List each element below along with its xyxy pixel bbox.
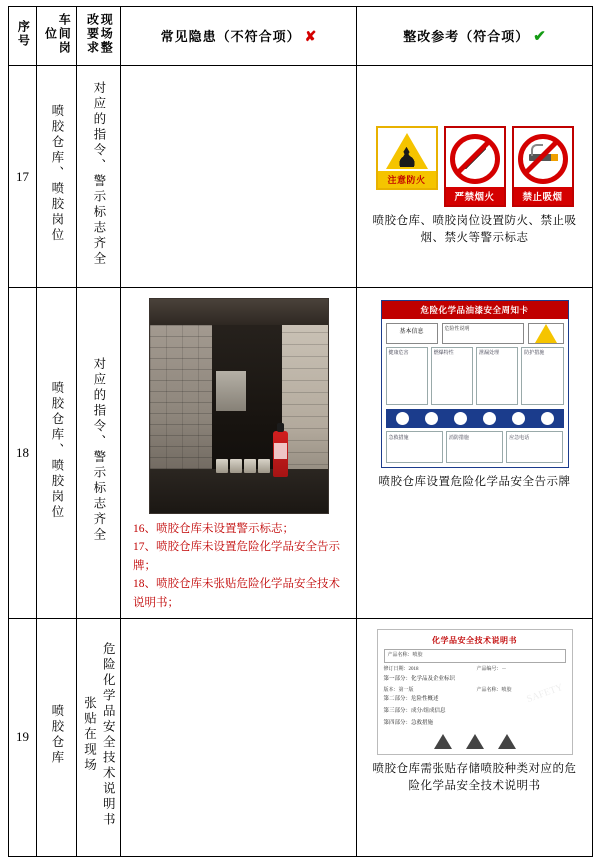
row-reference-cell	[357, 618, 593, 856]
row-reference-cell	[357, 288, 593, 619]
msds-pictograms	[384, 734, 566, 749]
watermark: SAFETY	[524, 681, 565, 706]
inspection-table	[8, 6, 593, 857]
row-problem-cell	[121, 618, 357, 856]
ppe-icon	[483, 412, 496, 425]
problem-note-item: 16、喷胶仓库未设置警示标志；	[133, 523, 294, 535]
hazard-column: 防护措施	[521, 347, 563, 405]
msds-meta-1: 修订日期：2018	[383, 667, 419, 673]
hazard-column: 健康危害	[386, 347, 428, 405]
sign-no-smoking: 禁止吸烟	[512, 126, 574, 207]
table-header-row	[9, 7, 593, 66]
row-requirement: 对应的指令、警示标志齐全	[77, 66, 121, 288]
ppe-icon-strip	[386, 409, 564, 428]
row-index: 18	[9, 288, 37, 619]
reference-caption: 喷胶仓库需张贴存储喷胶种类对应的危险化学品安全技术说明书	[372, 763, 577, 793]
hazard-notice-card	[381, 300, 569, 468]
msds-section: 第一部分：化学品及企业标识	[383, 675, 456, 682]
hazard-footer-box: 消防措施	[446, 431, 503, 463]
header-problem: 常见隐患（不符合项） ✘	[121, 7, 357, 66]
header-workshop: 车间岗位	[37, 7, 77, 66]
msds-section-body: 版本：第一版	[383, 687, 414, 693]
ppe-icon	[425, 412, 438, 425]
row-workshop: 喷胶仓库、喷胶岗位	[37, 288, 77, 619]
table-row	[9, 288, 593, 619]
hazard-name-box: 基本信息	[386, 323, 438, 344]
row-problem-cell	[121, 66, 357, 288]
msds-meta-0: 产品名称：喷胶	[384, 649, 566, 664]
problem-note-item: 17、喷胶仓库未设置危险化学品安全告示牌；	[133, 541, 340, 572]
problem-note-item: 18、喷胶仓库未张贴危险化学品安全技术说明书；	[133, 578, 340, 609]
hazard-footer-box: 应急电话	[506, 431, 563, 463]
table-row	[9, 618, 593, 856]
row-workshop: 喷胶仓库	[37, 618, 77, 856]
row-workshop: 喷胶仓库、喷胶岗位	[37, 66, 77, 288]
header-reference: 整改参考（符合项） ✔	[357, 7, 593, 66]
table-row	[9, 66, 593, 288]
row-index: 17	[9, 66, 37, 288]
check-icon: ✔	[533, 29, 546, 45]
hazard-footer-box: 急救措施	[386, 431, 443, 463]
row-problem-cell	[121, 288, 357, 619]
sign-fire-warning: 注意防火	[376, 126, 438, 190]
msds-title: 化学品安全技术说明书	[432, 635, 517, 645]
msds-section-body: 产品名称：喷胶	[476, 687, 512, 693]
warehouse-photo	[149, 298, 329, 514]
hazard-pictogram	[466, 734, 484, 749]
row-reference-cell	[357, 66, 593, 288]
row-index: 19	[9, 618, 37, 856]
hazard-column: 燃爆特性	[431, 347, 473, 405]
cross-icon: ✘	[304, 30, 317, 45]
row-requirement: 对应的指令、警示标志齐全	[77, 288, 121, 619]
hazard-desc-box: 危险性说明	[442, 323, 524, 344]
header-requirement: 现场整改要求	[77, 7, 121, 66]
hazard-pictogram	[498, 734, 516, 749]
reference-caption: 喷胶仓库、喷胶岗位设置防火、禁止吸烟、禁火等警示标志	[372, 214, 577, 244]
ppe-icon	[512, 412, 525, 425]
ppe-icon	[541, 412, 554, 425]
problem-notes	[123, 514, 354, 616]
hazard-column: 泄漏处理	[476, 347, 518, 405]
msds-section: 第二部分：危险性概述	[383, 696, 439, 703]
sign-no-open-flame: 严禁烟火	[444, 126, 506, 207]
reference-caption: 喷胶仓库设置危险化学品安全告示牌	[378, 476, 571, 488]
row-requirement: 危险化学品安全技术说明书张贴在现场	[77, 618, 121, 856]
hazard-pictogram	[434, 734, 452, 749]
msds-section: 第四部分：急救措施	[383, 720, 434, 727]
msds-section: 第三部分：成分/组成信息	[383, 708, 446, 715]
safety-signs-group	[361, 126, 588, 207]
msds-meta-2: 产品编号：－	[476, 667, 507, 673]
ppe-icon	[396, 412, 409, 425]
header-index: 序号	[9, 7, 37, 66]
msds-sheet	[377, 629, 573, 755]
ppe-icon	[454, 412, 467, 425]
hazard-card-title: 危险化学品油漆安全周知卡	[382, 301, 568, 319]
hazard-warning-icon	[528, 323, 564, 344]
